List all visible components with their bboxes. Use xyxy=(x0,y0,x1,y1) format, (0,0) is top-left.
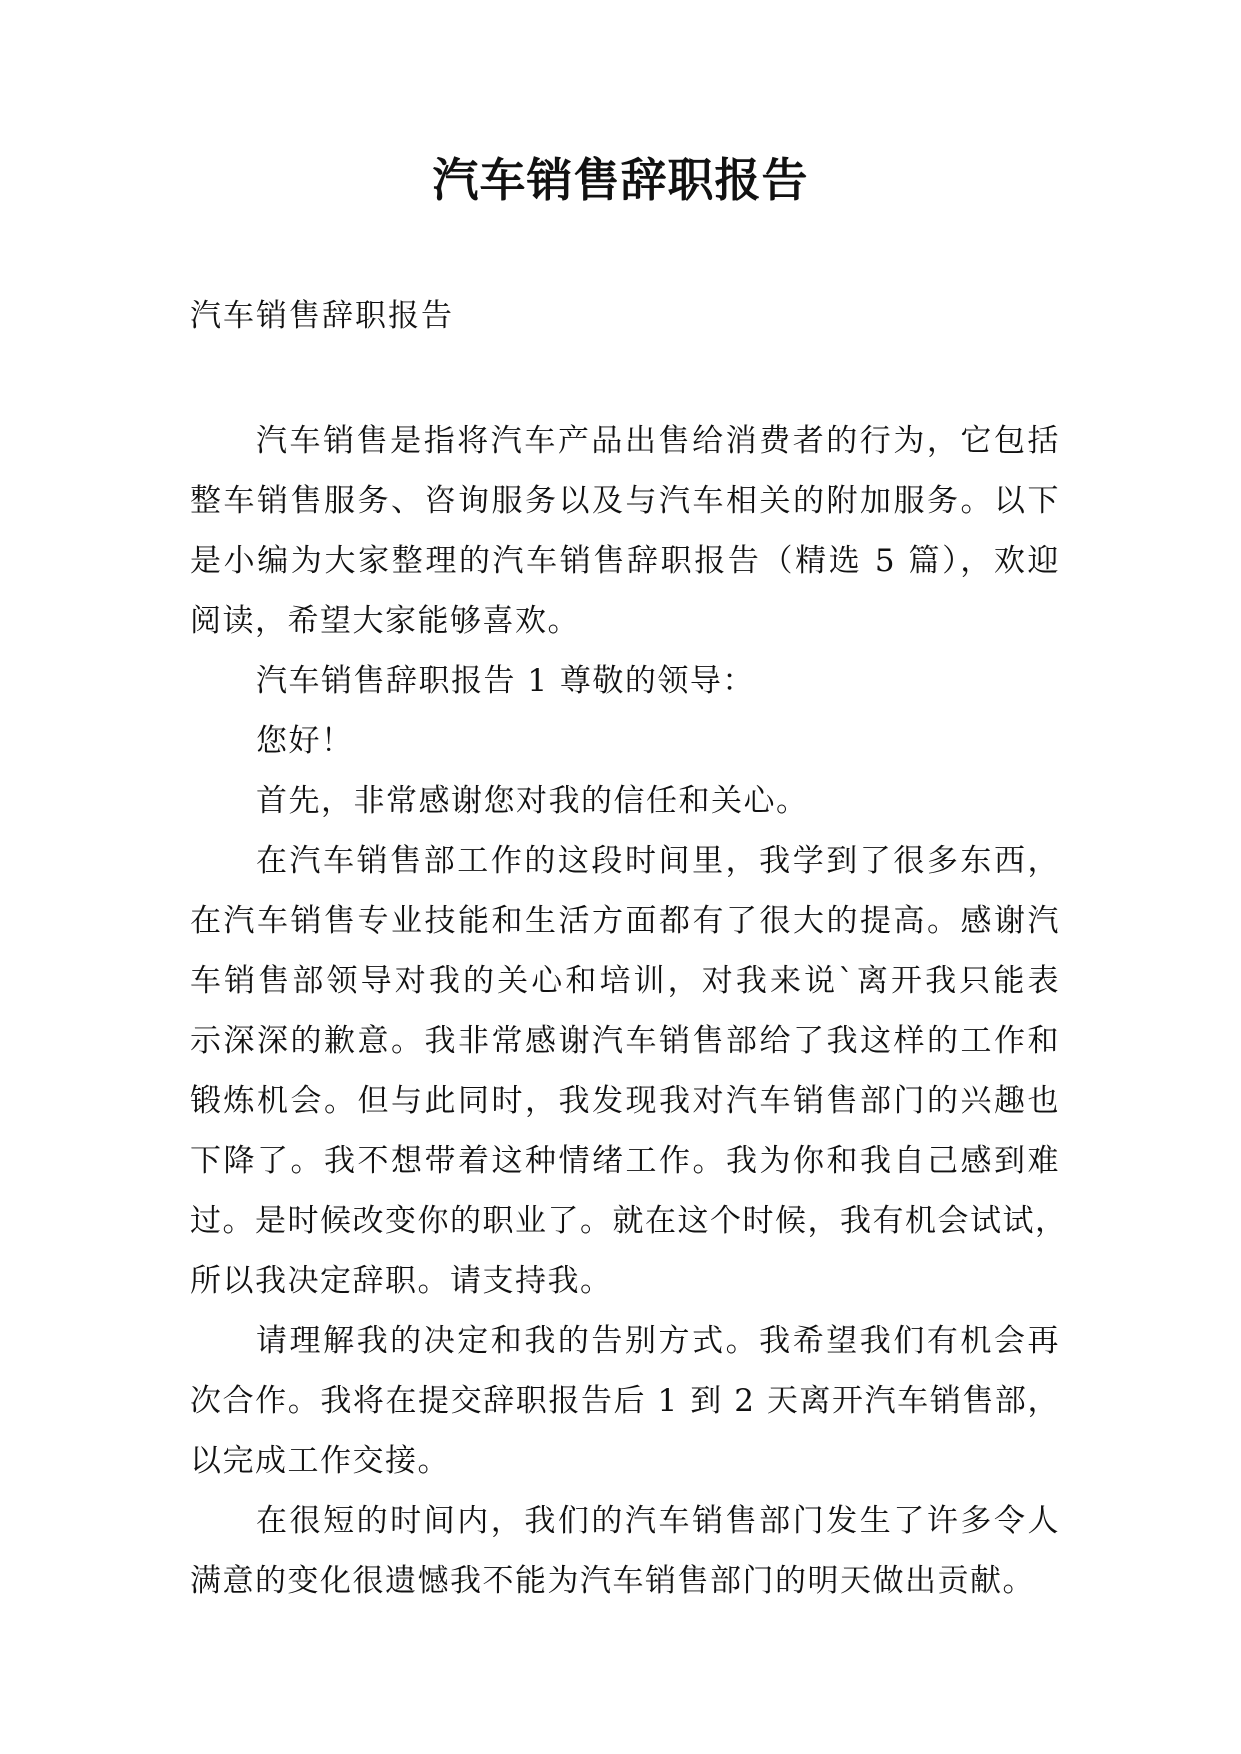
text-line: 下降了。我不想带着这种情绪工作。我为你和我自己感到难 xyxy=(190,1143,1060,1179)
paragraph-intro xyxy=(190,411,1060,651)
text-line: 在汽车销售专业技能和生活方面都有了很大的提高。感谢汽 xyxy=(190,903,1060,939)
text-line: 汽车销售辞职报告 1 尊敬的领导： xyxy=(256,663,755,699)
text-line: 过。是时候改变你的职业了。就在这个时候，我有机会试试， xyxy=(190,1203,1068,1239)
text-line: 首先，非常感谢您对我的信任和关心。 xyxy=(256,783,809,819)
text-line: 满意的变化很遗憾我不能为汽车销售部门的明天做出贡献。 xyxy=(190,1563,1035,1599)
paragraph-reason xyxy=(190,831,1068,1311)
document-title: 汽车销售辞职报告 xyxy=(432,153,809,207)
paragraph-salutation xyxy=(190,651,1060,711)
text-line: 以完成工作交接。 xyxy=(190,1443,450,1479)
text-line: 请理解我的决定和我的告别方式。我希望我们有机会再 xyxy=(256,1323,1060,1359)
text-line: 汽车销售是指将汽车产品出售给消费者的行为，它包括 xyxy=(256,423,1060,459)
text-line: 锻炼机会。但与此同时，我发现我对汽车销售部门的兴趣也 xyxy=(190,1083,1060,1119)
text-line: 是小编为大家整理的汽车销售辞职报告（精选 5 篇），欢迎 xyxy=(190,543,1060,579)
document-body xyxy=(190,411,1068,1611)
text-line: 所以我决定辞职。请支持我。 xyxy=(190,1263,613,1299)
text-line: 次合作。我将在提交辞职报告后 1 到 2 天离开汽车销售部， xyxy=(190,1383,1060,1419)
document-subtitle: 汽车销售辞职报告 xyxy=(190,298,454,334)
text-line: 您好！ xyxy=(256,723,354,759)
text-line: 在很短的时间内，我们的汽车销售部门发生了许多令人 xyxy=(256,1503,1060,1539)
text-line: 阅读，希望大家能够喜欢。 xyxy=(190,603,580,639)
paragraph-thanks xyxy=(190,771,1060,831)
text-line: 整车销售服务、咨询服务以及与汽车相关的附加服务。以下 xyxy=(190,483,1060,519)
text-line: 车销售部领导对我的关心和培训，对我来说`离开我只能表 xyxy=(190,963,1060,999)
paragraph-regret xyxy=(190,1491,1060,1611)
text-line: 示深深的歉意。我非常感谢汽车销售部给了我这样的工作和 xyxy=(190,1023,1060,1059)
paragraph-handover xyxy=(190,1311,1060,1491)
paragraph-greeting xyxy=(190,711,1060,771)
text-line: 在汽车销售部工作的这段时间里，我学到了很多东西， xyxy=(256,843,1060,879)
